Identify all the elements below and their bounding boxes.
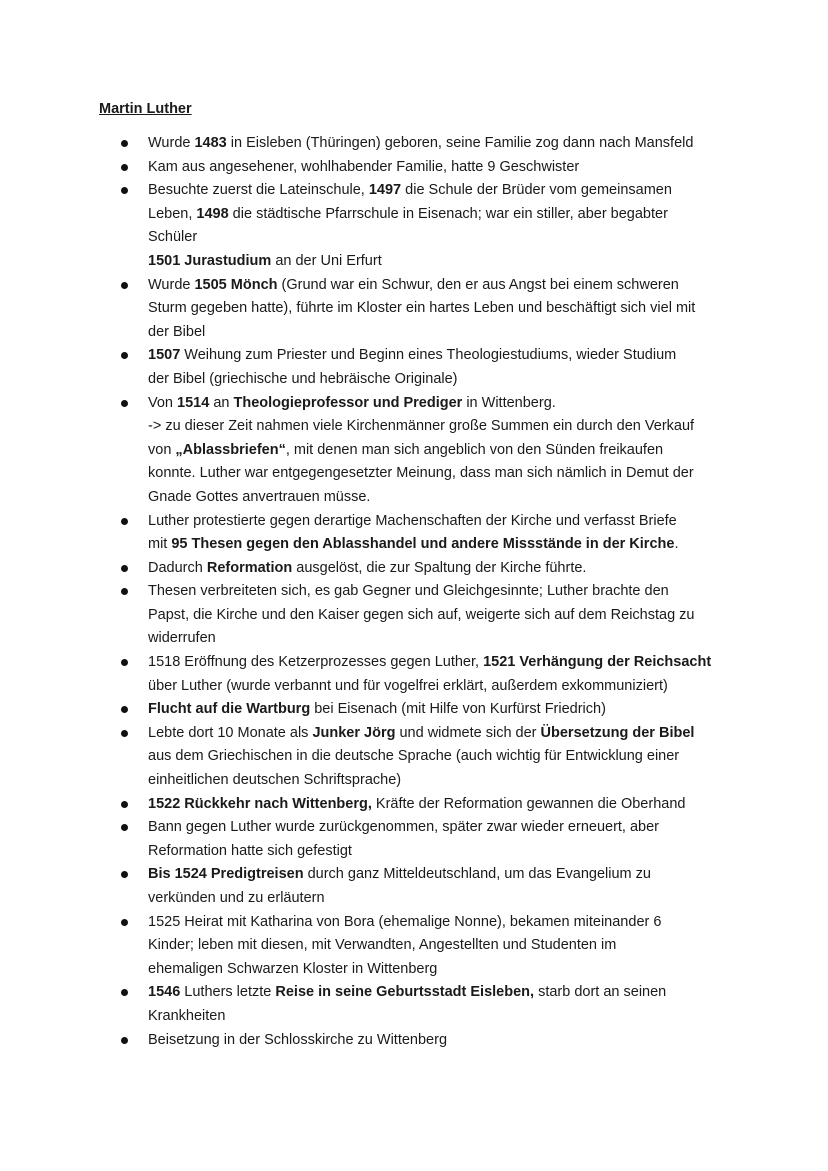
list-item-line — [148, 297, 740, 321]
text: in Wittenberg. — [462, 394, 556, 411]
bullet-icon — [121, 352, 128, 359]
list-item — [0, 580, 828, 651]
bullet-icon — [121, 588, 128, 595]
text: der Bibel (griechische und hebräische Originale) — [148, 370, 458, 387]
list-item-line — [148, 415, 740, 439]
bold-text: Reformation — [206, 559, 293, 576]
list-item-line — [148, 132, 740, 156]
list-item-line — [148, 250, 740, 274]
bold-text: 1507 — [148, 347, 181, 364]
text: Beisetzung in der Schlosskirche zu Wittenberg — [148, 1031, 448, 1048]
bold-text: Reise in seine Geburtsstadt Eisleben, — [275, 984, 535, 1001]
text: . — [674, 536, 679, 553]
list-item-line — [148, 274, 740, 298]
bullet-icon — [121, 164, 128, 171]
list-item-line — [148, 722, 740, 746]
bold-text: 1514 — [177, 394, 210, 411]
list-item — [0, 863, 828, 910]
list-item — [0, 1029, 828, 1053]
text: 1518 Eröffnung des Ketzerprozesses gegen Luther, — [148, 654, 484, 671]
list-item-line — [148, 863, 740, 887]
text: Wurde — [148, 135, 195, 151]
bullet-icon — [121, 518, 128, 525]
text: widerrufen — [148, 630, 216, 647]
list-item-line — [148, 958, 740, 982]
bold-text: 1497 — [368, 182, 402, 199]
bullet-icon — [121, 659, 128, 666]
text: Luthers letzte — [180, 984, 276, 1001]
bold-text: Bis 1524 Predigtreisen — [148, 866, 304, 883]
text: die städtische Pfarrschule in Eisenach; war ein stiller, aber begabter — [228, 205, 668, 222]
list-item — [0, 698, 828, 722]
list-item-line — [148, 580, 740, 604]
list-item-line — [148, 510, 740, 534]
list-item-line — [148, 533, 740, 557]
text: Leben, — [148, 205, 197, 222]
list-item — [0, 344, 828, 391]
list-item-line — [148, 392, 740, 416]
text: Wurde — [148, 276, 195, 293]
bullet-icon — [121, 1037, 128, 1044]
text: Krankheiten — [148, 1007, 226, 1024]
bullet-icon — [121, 187, 128, 194]
bold-text: Theologieprofessor und Prediger — [233, 394, 463, 411]
list-item-line — [148, 179, 740, 203]
list-item-line — [148, 911, 740, 935]
text: Bann gegen Luther wurde zurückgenommen, später zwar wieder erneuert, aber — [148, 819, 660, 836]
text: einheitlichen deutschen Schriftsprache) — [148, 772, 402, 789]
list-item-line — [148, 769, 740, 793]
text: Papst, die Kirche und den Kaiser gegen sich auf, weigerte sich auf dem Reichstag zu — [148, 606, 695, 623]
bold-text: Junker Jörg — [312, 724, 396, 741]
bold-text: 1522 Rückkehr nach Wittenberg, — [148, 795, 372, 812]
list-item-line — [148, 344, 740, 368]
list-item-line — [148, 462, 740, 486]
list-item — [0, 981, 828, 1028]
text: Sturm gegeben hatte), führte im Kloster ein hartes Leben und beschäftigt sich viel mit — [148, 300, 696, 317]
list-item-line — [148, 651, 740, 675]
text: an — [209, 394, 234, 411]
text: von — [148, 441, 176, 458]
bullet-icon — [121, 801, 128, 808]
text: 1525 Heirat mit Katharina von Bora (ehemalige Nonne), bekamen miteinander 6 — [148, 913, 662, 930]
text: Von — [148, 394, 178, 411]
text: konnte. Luther war entgegengesetzter Meinung, dass man sich nämlich in Demut der — [148, 465, 694, 482]
text: Dadurch — [148, 559, 207, 576]
bold-text: Übersetzung der Bibel — [540, 724, 695, 741]
text: die Schule der Brüder vom gemeinsamen — [401, 182, 672, 199]
text: Lebte dort 10 Monate als — [148, 724, 313, 741]
bullet-icon — [121, 565, 128, 572]
text: starb dort an seinen — [534, 984, 667, 1001]
bullet-icon — [121, 706, 128, 713]
list-item-line — [148, 203, 740, 227]
list-item-line — [148, 793, 740, 817]
list-item — [0, 793, 828, 817]
text: Weihung zum Priester und Beginn eines Theologiestudiums, wieder Studium — [180, 347, 677, 364]
text: , mit denen man sich angeblich von den Sünden freikaufen — [285, 441, 664, 458]
list-item-line — [148, 816, 740, 840]
bullet-icon — [121, 400, 128, 407]
text: durch ganz Mitteldeutschland, um das Evangelium zu — [303, 866, 651, 883]
bold-text: 1505 Mönch — [194, 276, 278, 293]
bold-text: „Ablassbriefen“ — [175, 441, 286, 458]
list-item-line — [148, 321, 740, 345]
list-item-line — [148, 981, 740, 1005]
bold-text: 1546 — [148, 984, 181, 1001]
text: an der Uni Erfurt — [271, 252, 382, 269]
list-item — [0, 722, 828, 793]
text: und widmete sich der — [395, 724, 541, 741]
text: Schüler — [148, 229, 198, 246]
bullet-list — [0, 132, 828, 1052]
text: ausgelöst, die zur Spaltung der Kirche führte. — [292, 559, 587, 576]
document-title: Martin Luther — [99, 101, 192, 117]
list-item-line — [148, 840, 740, 864]
list-item — [0, 274, 828, 345]
text: Besuchte zuerst die Lateinschule, — [148, 182, 369, 199]
list-item — [0, 510, 828, 557]
list-item-line — [148, 627, 740, 651]
bold-text: 1498 — [196, 205, 229, 222]
text: Thesen verbreiteten sich, es gab Gegner und Gleichgesinnte; Luther brachte den — [148, 583, 669, 600]
bold-text: 1501 Jurastudium — [148, 252, 272, 269]
text: der Bibel — [148, 323, 206, 340]
bullet-icon — [121, 871, 128, 878]
list-item — [0, 392, 828, 510]
list-item-line — [148, 745, 740, 769]
list-item-line — [148, 439, 740, 463]
list-item — [0, 132, 828, 156]
text: mit — [148, 536, 172, 553]
text: -> zu dieser Zeit nahmen viele Kirchenmänner große Summen ein durch den Verkauf — [148, 418, 695, 435]
list-item — [0, 911, 828, 982]
text: Kräfte der Reformation gewannen die Oberhand — [371, 795, 686, 812]
bullet-icon — [121, 282, 128, 289]
bullet-icon — [121, 140, 128, 147]
text: Kinder; leben mit diesen, mit Verwandten, Angestellten und Studenten im — [148, 937, 617, 954]
bold-text: Flucht auf die Wartburg — [148, 701, 311, 718]
list-item-line — [148, 887, 740, 911]
text: (Grund war ein Schwur, den er aus Angst bei einem schweren — [277, 276, 679, 293]
text: Gnade Gottes anvertrauen müsse. — [148, 488, 371, 505]
text: in Eisleben (Thüringen) geboren, seine Familie zog dann nach Mansfeld — [226, 135, 694, 151]
list-item — [0, 179, 828, 273]
list-item-line — [148, 1029, 740, 1053]
list-item-line — [148, 156, 740, 180]
list-item-line — [148, 698, 740, 722]
bold-text: 95 Thesen gegen den Ablasshandel und andere Missstände in der Kirche — [171, 536, 675, 553]
list-item — [0, 156, 828, 180]
list-item-line — [148, 557, 740, 581]
text: ehemaligen Schwarzen Kloster in Wittenberg — [148, 960, 438, 977]
bullet-icon — [121, 989, 128, 996]
list-item — [0, 816, 828, 863]
bold-text: 1483 — [194, 135, 227, 151]
text: Reformation hatte sich gefestigt — [148, 842, 352, 859]
list-item-line — [148, 934, 740, 958]
text: aus dem Griechischen in die deutsche Sprache (auch wichtig für Entwicklung einer — [148, 748, 680, 765]
list-item-line — [148, 368, 740, 392]
list-item-line — [148, 675, 740, 699]
text: verkünden und zu erläutern — [148, 890, 325, 906]
list-item-line — [148, 226, 740, 250]
text: über Luther (wurde verbannt und für vogelfrei erklärt, außerdem exkommuniziert) — [148, 677, 668, 694]
bullet-icon — [121, 919, 128, 926]
list-item — [0, 651, 828, 698]
text: Kam aus angesehener, wohlhabender Familie, hatte 9 Geschwister — [148, 158, 580, 175]
list-item — [0, 557, 828, 581]
list-item-line — [148, 486, 740, 510]
list-item-line — [148, 604, 740, 628]
bullet-icon — [121, 824, 128, 831]
text: Luther protestierte gegen derartige Machenschaften der Kirche und verfasst Briefe — [148, 512, 677, 529]
bold-text: 1521 Verhängung der Reichsacht — [483, 654, 712, 671]
text: bei Eisenach (mit Hilfe von Kurfürst Friedrich) — [310, 701, 606, 718]
list-item-line — [148, 1005, 740, 1029]
bullet-icon — [121, 730, 128, 737]
